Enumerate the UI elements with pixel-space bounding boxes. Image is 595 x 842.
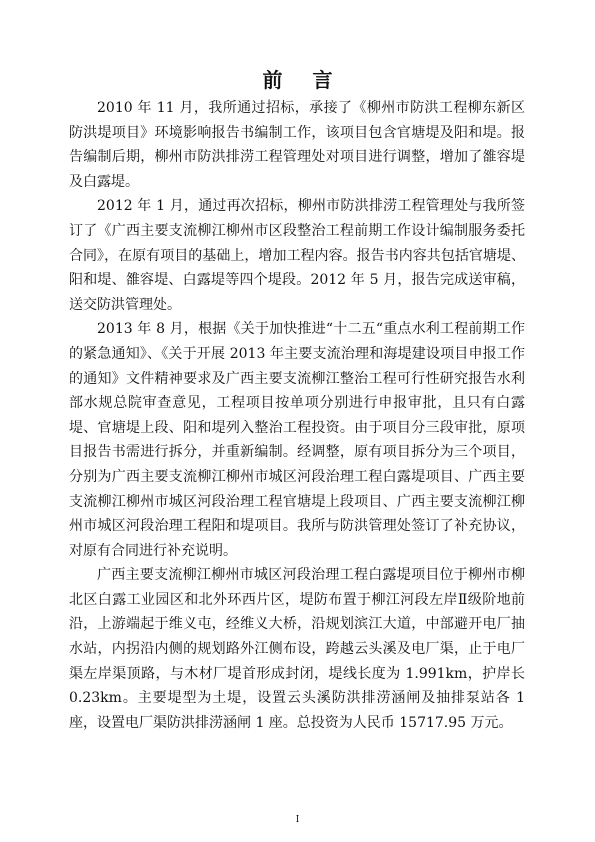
body-text [69, 96, 525, 735]
paragraph-3: 2013 年 8 月，根据《关于加快推进“十二五“重点水利工程前期工作的紧急通知》、《关于开展 2013 年主要支流治理和海堤建设项目申报工作的通知》文件精神要求及广西主要支流柳江整治工程可行性研究报告水利部水规总院审查意见，工程项目按单项分别进行申报审批，且只有白露堤、官塘堤上段、阳和堤列入整治工程投资。由于项目分三段审批，原项目报告书需进行拆分，并重新编制。经调整，原有项目拆分为三个项目，分别为广西主要支流柳江柳州市城区河段治理工程白露堤项目、广西主要支流柳江柳州市城区河段治理工程官塘堤上段项目、广西主要支流柳江柳州市城区河段治理工程阳和堤项目。我所与防洪管理处签订了补充协议，对原有合同进行补充说明。 [69, 321, 525, 559]
page-title: 前言 [262, 68, 363, 92]
paragraph-2: 2012 年 1 月，通过再次招标，柳州市防洪排涝工程管理处与我所签订了《广西主要支流柳江柳州市区段整治工程前期工作设计编制服务委托合同》，在原有项目的基础上，增加工程内容。报告书内容共包括官塘堤、阳和堤、雒容堤、白露堤等四个堤段。2012 年 5 月，报告完成送审稿，送交防洪管理处。 [69, 198, 525, 313]
paragraph-1: 2010 年 11 月，我所通过招标，承接了《柳州市防洪工程柳东新区防洪堤项目》环境影响报告书编制工作，该项目包含官塘堤及阳和堤。报告编制后期，柳州市防洪排涝工程管理处对项目进行调整，增加了雒容堤及白露堤。 [69, 100, 525, 190]
paragraph-4: 广西主要支流柳江柳州市城区河段治理工程白露堤项目位于柳州市柳北区白露工业园区和北外环西片区，堤防布置于柳江河段左岸Ⅱ级阶地前沿，上游端起于维义屯，经维义大桥，沿规划滨江大道，中部避开电厂抽水站，内拐沿内侧的规划路外江侧布设，跨越云头溪及电厂渠，止于电厂渠左岸渠顶路，与木材厂堤首形成封闭，堤线长度为 1.991km，护岸长 0.23km。主要堤型为土堤，设置云头溪防洪排涝涵闸及抽排泵站各 1 座，设置电厂渠防洪排涝涵闸 1 座。总投资为人民币 15717.95 万元。 [69, 567, 525, 731]
page-number: I [295, 815, 300, 825]
